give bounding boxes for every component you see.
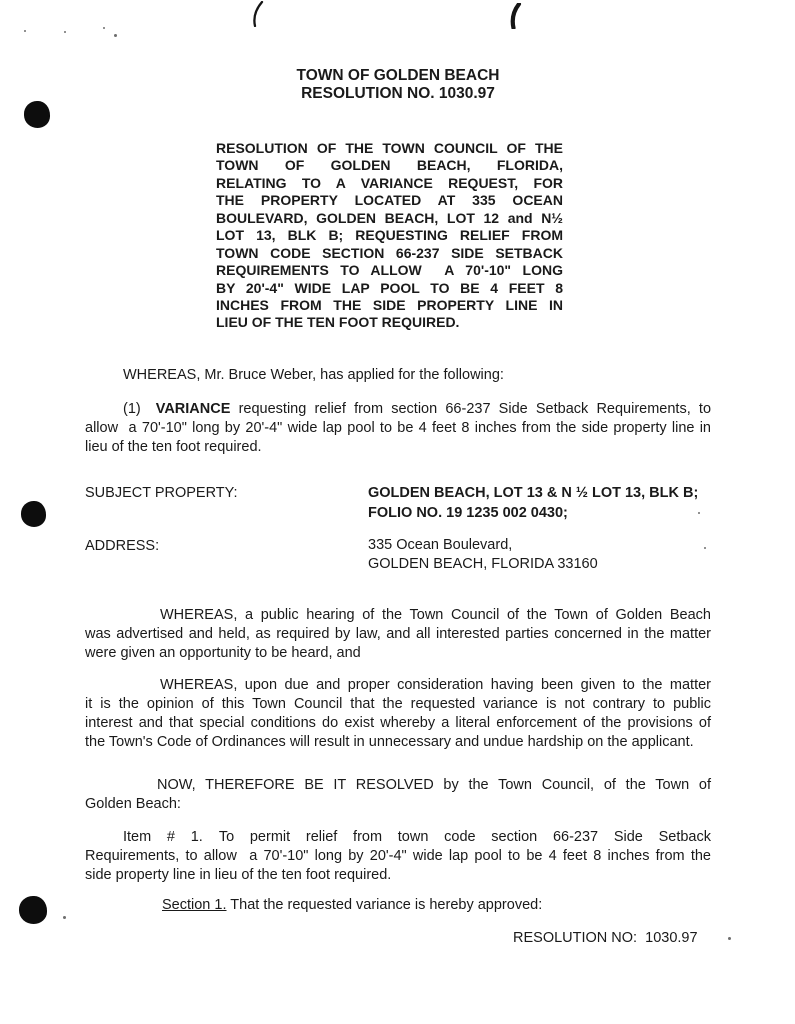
section-1-text: That the requested variance is hereby approved: xyxy=(230,897,543,913)
paragraph-now-therefore xyxy=(85,776,711,814)
document-title xyxy=(85,67,711,102)
address-value-line-2: GOLDEN BEACH, FLORIDA 33160 xyxy=(368,556,598,572)
scan-speck xyxy=(63,916,66,919)
headline-line: RELATING TO A VARIANCE REQUEST, FOR xyxy=(216,174,563,191)
item-1-line-1 xyxy=(85,828,711,847)
consideration-line-1: WHEREAS, upon due and proper consideration having been given to the matter xyxy=(160,677,711,693)
subject-property-value-line-1: GOLDEN BEACH, LOT 13 & N ½ LOT 13, BLK B; xyxy=(368,485,699,501)
headline-line: INCHES FROM THE SIDE PROPERTY LINE IN xyxy=(216,296,563,313)
consideration-line-2: it is the opinion of this Town Council that the requested variance is not contrary to public xyxy=(85,696,711,712)
scan-speck xyxy=(64,31,66,33)
address-value-line-1: 335 Ocean Boulevard, xyxy=(368,537,513,553)
consideration-line-4: the Town's Code of Ordinances will result in unnecessary and undue hardship on the applicant. xyxy=(85,734,694,750)
paragraph-whereas-consideration xyxy=(85,676,711,752)
item-1-line-3: side property line in lieu of the ten foot required. xyxy=(85,867,392,883)
paragraph-section-1 xyxy=(85,896,788,915)
scan-speck xyxy=(114,34,117,37)
headline-line: BY 20'-4" WIDE LAP POOL TO BE 4 FEET 8 xyxy=(216,279,563,296)
resolution-headline xyxy=(216,140,563,332)
now-therefore-line-1: NOW, THEREFORE BE IT RESOLVED by the Town Council, of the Town of xyxy=(157,777,711,793)
scan-speck xyxy=(24,30,26,32)
headline-line: TOWN OF GOLDEN BEACH, FLORIDA, xyxy=(216,157,563,174)
item-1-number: Item # 1. xyxy=(123,829,203,845)
title-line-2: RESOLUTION NO. 1030.97 xyxy=(301,84,495,102)
headline-line: THE PROPERTY LOCATED AT 335 OCEAN xyxy=(216,192,563,209)
variance-line-2: allow a 70'-10" long by 20'-4" wide lap pool to be 4 feet 8 inches from the side property line in xyxy=(85,420,711,436)
hearing-line-2: was advertised and held, as required by law, and all interested parties concerned in the matter xyxy=(85,626,711,642)
scan-speck xyxy=(728,937,731,940)
hearing-line-1: WHEREAS, a public hearing of the Town Council of the Town of Golden Beach xyxy=(160,607,711,623)
variance-label: VARIANCE xyxy=(155,401,231,417)
headline-line: RESOLUTION OF THE TOWN COUNCIL OF THE xyxy=(216,140,563,156)
variance-line-1 xyxy=(85,400,711,419)
headline-line: LIEU OF THE TEN FOOT REQUIRED. xyxy=(216,314,460,331)
variance-line-3: lieu of the ten foot required. xyxy=(85,439,262,455)
punch-hole-middle xyxy=(21,501,46,527)
paragraph-whereas-applied: WHEREAS, Mr. Bruce Weber, has applied for the following: xyxy=(123,367,504,383)
paragraph-variance-request xyxy=(85,400,711,457)
headline-line: REQUIREMENTS TO ALLOW A 70'-10" LONG xyxy=(216,262,563,279)
footer-resolution-number: RESOLUTION NO: 1030.97 xyxy=(513,930,698,946)
now-therefore-line-2: Golden Beach: xyxy=(85,796,181,812)
subject-property-label: SUBJECT PROPERTY: xyxy=(85,485,238,501)
paragraph-item-1 xyxy=(85,828,711,885)
headline-line: BOULEVARD, GOLDEN BEACH, LOT 12 and N½ xyxy=(216,209,563,226)
consideration-line-3: interest and that special conditions do exist whereby a literal enforcement of the provisions of xyxy=(85,715,711,731)
paragraph-whereas-hearing xyxy=(85,606,711,663)
punch-hole-bottom xyxy=(19,896,47,924)
headline-line: TOWN CODE SECTION 66-237 SIDE SETBACK xyxy=(216,244,563,261)
address-value xyxy=(368,536,711,574)
subject-property-value-line-2: FOLIO NO. 19 1235 002 0430; xyxy=(368,505,568,521)
variance-item-number: (1) xyxy=(123,401,141,417)
section-1-label: Section 1. xyxy=(162,897,227,913)
title-line-1: TOWN OF GOLDEN BEACH xyxy=(296,67,500,84)
pen-mark-left xyxy=(249,1,267,27)
hearing-line-3: were given an opportunity to be heard, and xyxy=(85,645,361,661)
item-1-line-1-text: To permit relief from town code section 66-237 Side Setback xyxy=(218,829,711,845)
subject-property-value xyxy=(368,483,711,523)
item-1-line-2: Requirements, to allow a 70'-10" long by 20'-4" wide lap pool to be 4 feet 8 inches from the xyxy=(85,848,711,864)
pen-mark-right xyxy=(507,3,524,29)
variance-line-1-text: requesting relief from section 66-237 Side Setback Requirements, to xyxy=(238,401,712,417)
address-label: ADDRESS: xyxy=(85,538,160,554)
headline-line: LOT 13, BLK B; REQUESTING RELIEF FROM xyxy=(216,227,563,244)
scan-speck xyxy=(103,27,105,29)
punch-hole-top xyxy=(24,101,50,128)
